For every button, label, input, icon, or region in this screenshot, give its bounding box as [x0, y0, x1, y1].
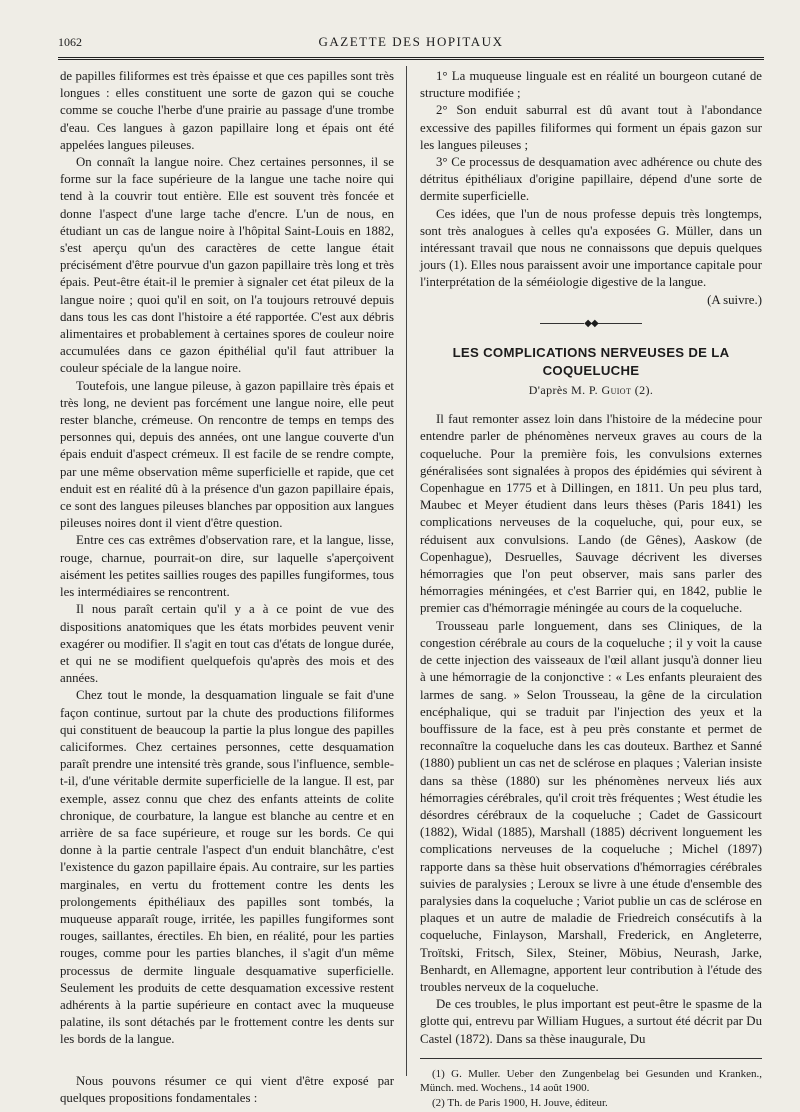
- byline-ref: (2).: [634, 383, 654, 398]
- proposition: 2° Son enduit saburral est dû avant tout à l'abondance excessive des papilles filiformes qui forment un épais gazon sur les langues pileuses ;: [420, 103, 762, 152]
- paragraph: Chez tout le monde, la desquamation linguale se fait d'une façon continue, surtout par la chute des productions filiformes qui constituent de beaucoup la partie la plus longue des papilles caliciformes. Chez certaines personnes, cette desquamation paraît prendre une intensité très grande, sous l'influence, semble-t-il, d'une véritable dermite superficielle de la langue. Il est, par exemple, assez connu que chez des enfants atteints de colite chronique, de courbature, la langue est blanche au centre et en arrière de sa face supérieure, et rouge sur les bords. Ce qui donne à la partie centrale l'aspect d'un enduit blanchâtre, c'est l'existence du gazon papillaire épais. Au contraire, sur les parties marginales, en vertu du frottement contre les dents les prolongements épithéliaux des papilles sont tombés, la muqueuse apparaît rouge, irritée, les papilles fungiformes sont rouges, saillantes, érectiles. Eh bien, en réalité, pour les parties rouges, comme pour les parties blanches, il s'agit d'un même processus de dermite linguale desquamative superficielle. Seulement les produits de cette desquamation excessive restent adhérents à la partie supérieure en contact avec la muqueuse palatine, ils sont détachés par le frottement contre les dents sur les bords de la langue.: [60, 688, 394, 1047]
- proposition: 3° Ce processus de desquamation avec adhérence ou chute des détritus épithéliaux d'origine papillaire, dépend d'une sorte de dermite superficielle.: [420, 155, 762, 204]
- paragraph: Trousseau parle longuement, dans ses Cliniques, de la congestion cérébrale au cours de la coqueluche ; il y voit la cause de cette injection des vaisseaux de l'œil allant jusqu'à donner lieu à une hémorragie de la conjonctive : « Les enfants pleuraient des larmes de sang. » Selon Trousseau, la gêne de la circulation encéphalique, qui se traduit par l'injection des yeux et la bouffissure de la face, est à peu près constante et permet de reconnaître la coqueluche dans les cas douteux. Barthez et Sanné (1880) publient un cas net de sclérose en plaques ; Valerian insiste dans sa thèse (1880) sur les phénomènes nerveux liés aux hémorragies cérébrales, qu'il croit très fréquentes ; West étudie les désordres cérébraux de la coqueluche ; Cadet de Gassicourt (1882), Widal (1885), Marshall (1885) décrivent longuement les complications nerveuses de la coqueluche ; Michel (1897) rapporte dans sa thèse huit observations d'hémorragies cérébrales suivies de paralysies ; Leroux se livre à une étude d'ensemble des paralysies dans la coqueluche ; Variot publie un cas de sclérose en plaques et un autre de maladie de Friedreich consécutifs à la coqueluche, Finlayson, Marshall, Frederick, en Angleterre, Troïtski, Fritsch, Silex, Steiner, Möbius, Neurash, Jarke, Benhardt, en Allemagne, apportent leur contribution à l'étude des troubles nerveux de la coqueluche.: [420, 618, 762, 994]
- paragraph: Entre ces cas extrêmes d'observation rare, et la langue, lisse, rouge, charnue, pourrait-on dire, sur laquelle s'aperçoivent aisément les petites saillies rouges des papilles fungiformes, tous les intermédiaires se rencontrent.: [60, 533, 394, 600]
- article-title: LES COMPLICATIONS NERVEUSES DE LA COQUELUCHE: [452, 345, 730, 379]
- paragraph: Ces idées, que l'un de nous professe depuis très longtemps, sont très analogues à celles qu'a exposées G. Müller, dans un intéressant travail que nous ne connaissons que depuis quelques jours (1). Elles nous paraissent avoir une importance capitale pour l'interprétation de la séméiologie digestive de la langue.: [420, 206, 762, 290]
- paragraph: Il faut remonter assez loin dans l'histoire de la médecine pour entendre parler de phénomènes nerveux graves au cours de la coqueluche. Pour la première fois, les convulsions externes généralisées sont signalées à propos des épidémies qui sévirent à Copenhague en 1775 et à Dillingen, en 1811. Un peu plus tard, Maubec et Meyer étudient dans leurs thèses (Paris 1841) les complications nerveuses de la coqueluche, qui, pour eux, se réduisent aux convulsions. Lando (de Gênes), Aaskow (de Copenhague), Desruelles, Sauvage décrivent les diverses hémorragies que l'on peut observer, mais sans parler des hémorragies méningées, et c'est Barrier qui, en 1842, publie le premier cas d'hémorragie méningée au cours de la coqueluche.: [420, 412, 762, 616]
- byline-name: Guiot: [601, 383, 632, 398]
- footnote: (2) Th. de Paris 1900, H. Jouve, éditeur.: [432, 1096, 608, 1109]
- paragraph: Nous pouvons résumer ce qui vient d'être exposé par quelques propositions fondamentales :: [60, 1073, 394, 1105]
- header-rule: [58, 57, 764, 60]
- footnote: (1) G. Muller. Ueber den Zungenbelag bei Gesunden und Kranken., Münch. med. Wochens., 14 août 1900.: [420, 1067, 762, 1095]
- proposition: 1° La muqueuse linguale est en réalité un bourgeon cutané de structure modifiée ;: [420, 69, 762, 101]
- byline: [420, 382, 762, 399]
- right-column: [420, 68, 762, 1110]
- running-title: GAZETTE DES HOPITAUX: [318, 34, 504, 49]
- to-be-continued: (A suivre.): [707, 292, 762, 307]
- paragraph: de papilles filiformes est très épaisse et que ces papilles sont très longues : elles constituent une sorte de gazon qui se couche comme se couche l'herbe d'une prairie au passage d'une trombe d'eau. Ces langues à gazon papillaire long et épais ont été appelées langues pileuses.: [60, 69, 394, 152]
- section-ornament: [420, 315, 762, 332]
- paragraph: De ces troubles, le plus important est peut-être le spasme de la glotte qui, entrevu par William Hugues, a surtout été décrit par Du Castel (1872). Dans sa thèse inaugurale, Du: [420, 997, 762, 1046]
- page-header: [58, 30, 764, 52]
- ornament-glyph: ◆◆: [584, 317, 598, 329]
- paragraph: Toutefois, une langue pileuse, à gazon papillaire très épais et très long, ne devient pas forcément une langue noire, elle peut rester blanche, crémeuse. On rencontre de temps en temps des personnes qui, depuis des années, ont une langue couverte d'un épais enduit d'aspect crémeux. Il est facile de se rendre compte, par une même observation même superficielle et rapide, que cet enduit est en réalité dû à la présence d'un gazon papillaire épais, ce sont des langues pileuses blanches par opposition aux langues pileuses noires dont il vient d'être question.: [60, 378, 394, 531]
- footnote-rule: [420, 1058, 762, 1059]
- paragraph: On connaît la langue noire. Chez certaines personnes, il se forme sur la face supérieure de la langue une tache noire qui tend à la couvrir tout entière. Elle est souvent très foncée et donne l'aspect d'une large tache d'encre. L'un de nous, en étudiant un cas de langue noire à l'hôpital Saint-Louis en 1882, s'est aperçu qu'un des caractères de cette langue était précisément d'être pourvue d'un gazon papillaire très long et très épais. Peut-être était-il le premier à signaler cet état pileux de la langue noire ; quoi qu'il en soit, on l'a toujours retrouvé depuis dans tous les cas dont l'histoire a été rapportée. C'est aux débris alimentaires et probablement à certaines spores de couleur noire accumulées dans ce gazon épithélial qu'il faut attribuer la couleur spéciale de la langue noire.: [60, 155, 394, 376]
- paragraph: Il nous paraît certain qu'il y a à ce point de vue des dispositions anatomiques que les états morbides peuvent venir exagérer ou modifier. Il s'agit en tout cas d'états de longue durée, et qui ne se modifient quelquefois qu'après des mois et des années.: [60, 602, 394, 686]
- left-column: [60, 68, 394, 1107]
- spacer: [60, 1049, 394, 1073]
- column-divider: [406, 66, 407, 1076]
- page-number: 1062: [58, 35, 82, 49]
- byline-prefix: D'après M. P.: [528, 383, 599, 398]
